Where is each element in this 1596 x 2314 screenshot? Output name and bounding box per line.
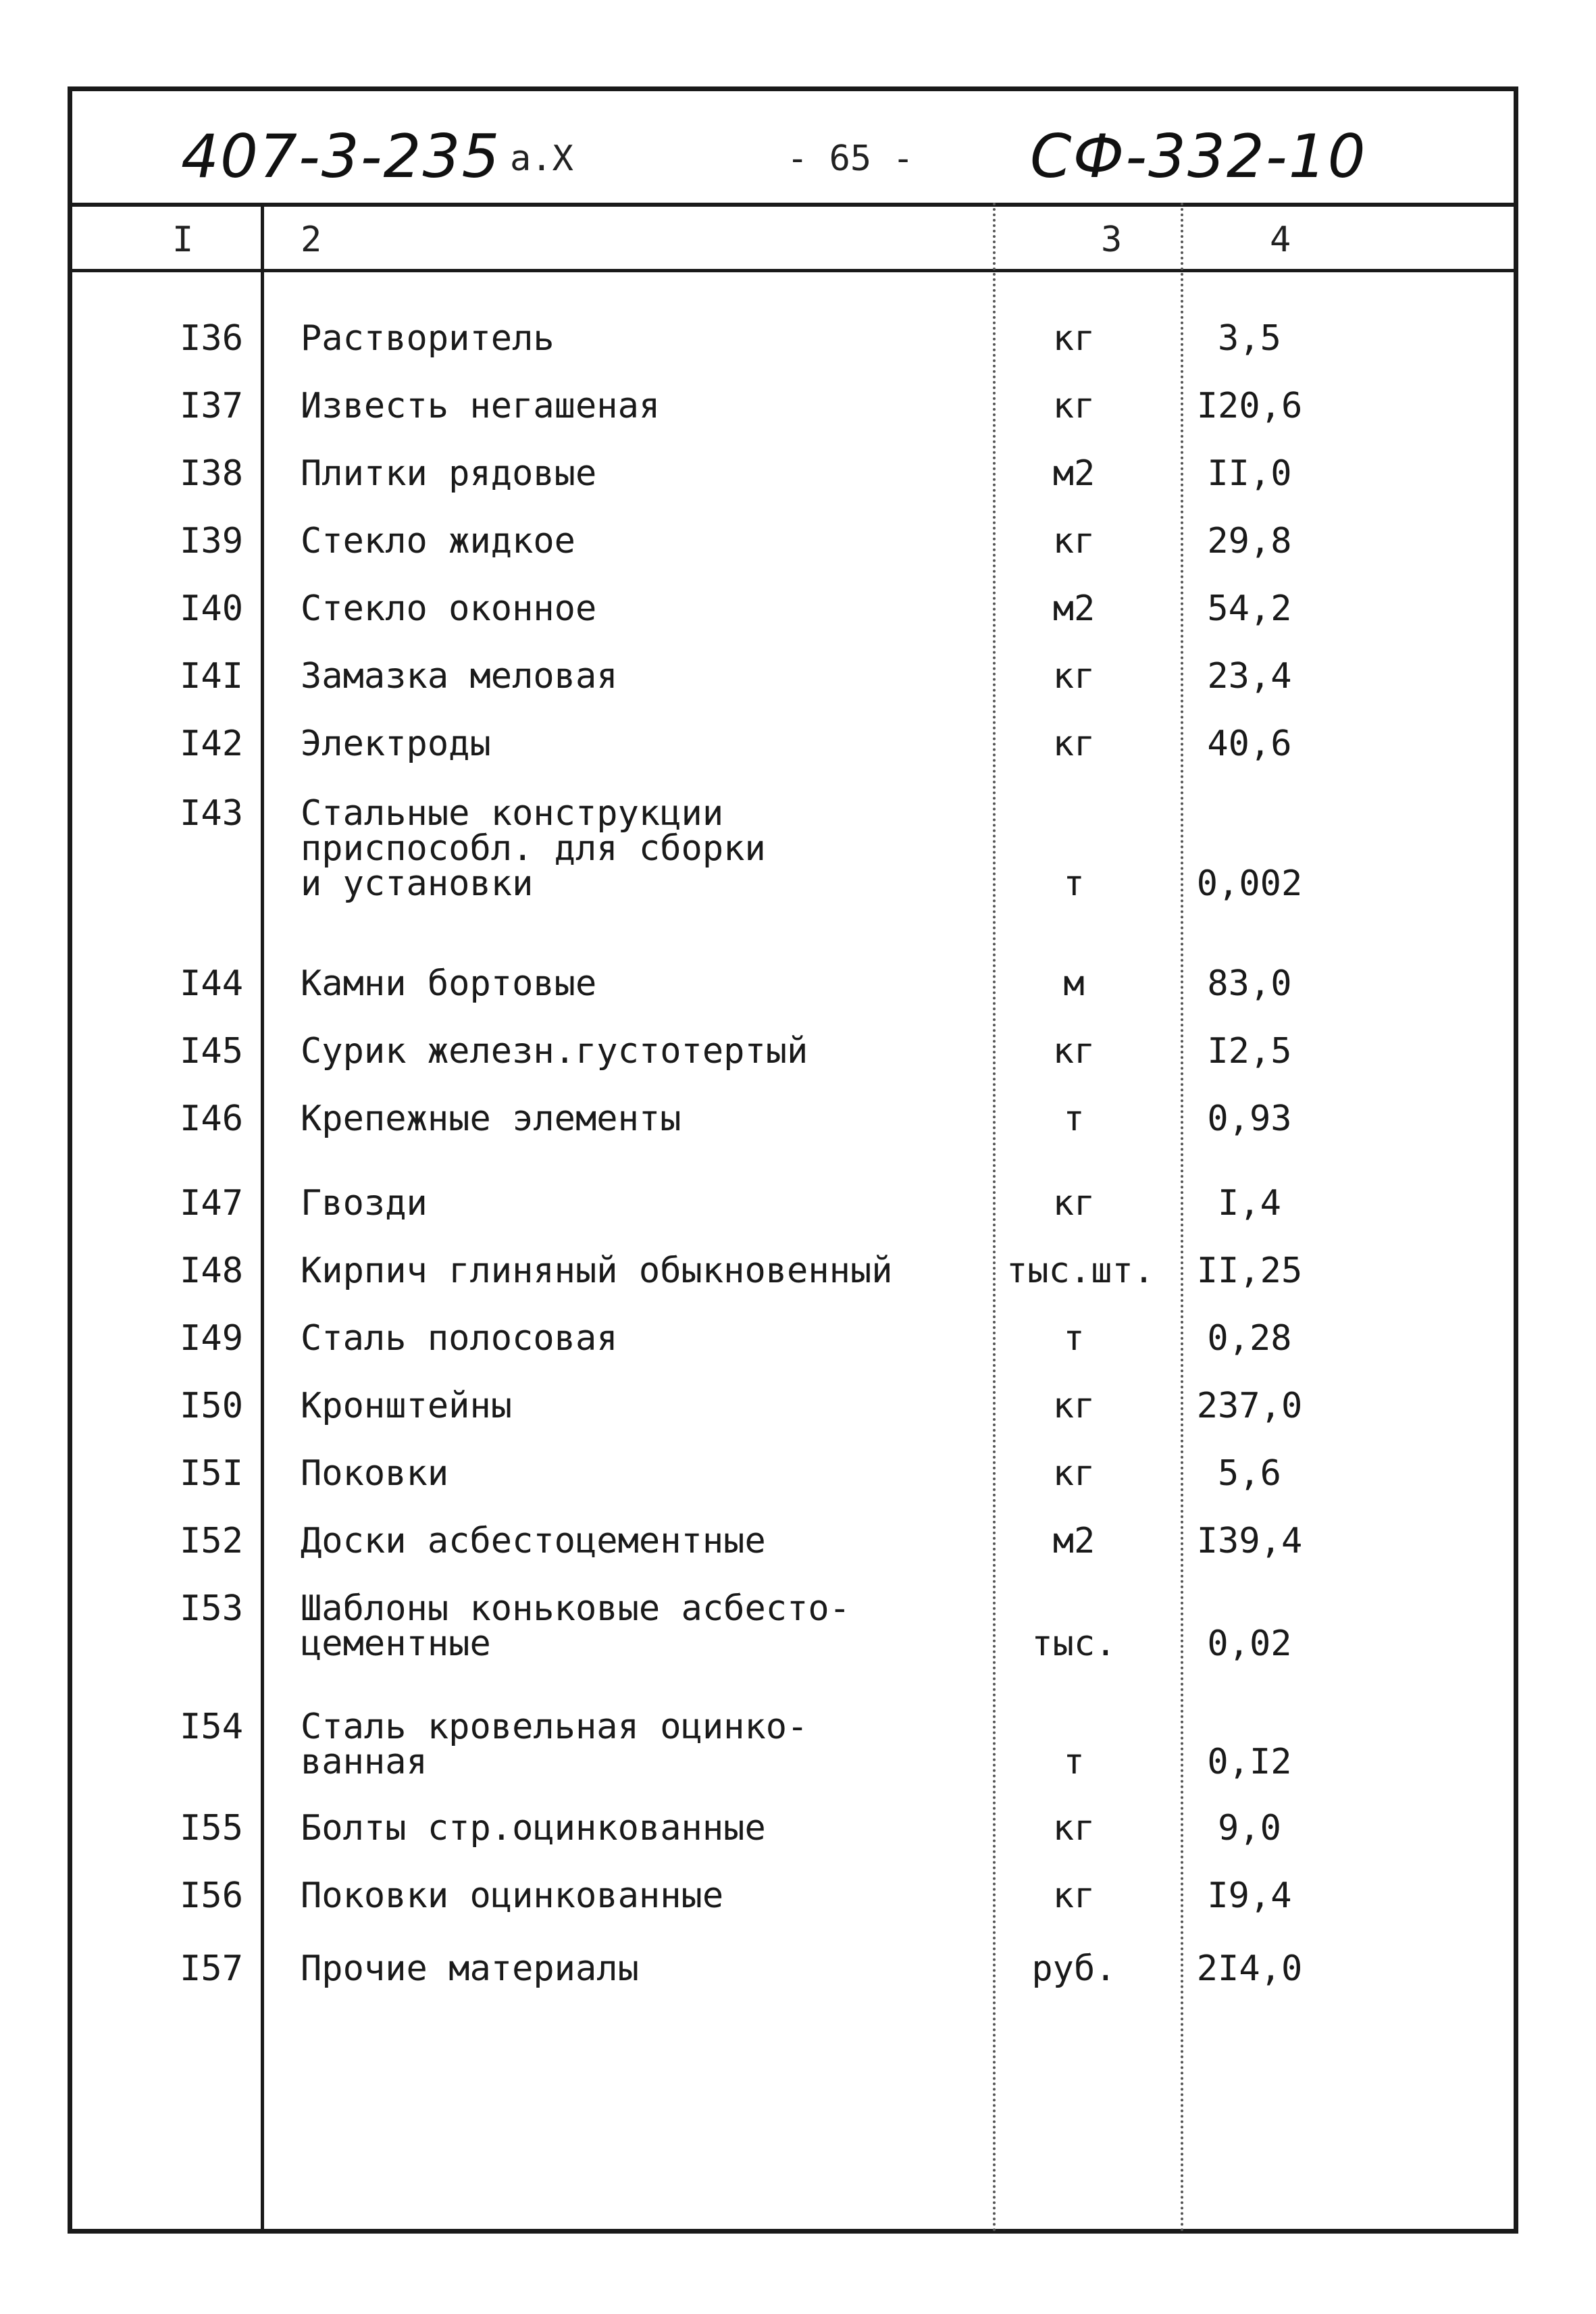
row-name: Гвозди [301,1183,428,1224]
row-number: I57 [180,1948,243,1989]
row-qty: 9,0 [1218,1808,1281,1848]
row-unit: м2 [1052,588,1096,629]
row-unit: т [1063,1318,1085,1359]
row-unit: руб. [1031,1948,1116,1989]
row-unit: т [1063,1742,1085,1782]
row-number: I56 [180,1876,243,1916]
row-number: I47 [180,1183,243,1224]
row-qty: I2,5 [1207,1031,1292,1072]
row-name: Сталь полосовая [301,1318,618,1359]
row-name: Электроды [301,724,491,764]
row-unit: кг [1052,521,1096,561]
row-number: I48 [180,1251,243,1291]
row-name: Шаблоны коньковые асбесто- цементные [301,1588,850,1664]
row-number: I44 [180,963,243,1004]
row-unit: м [1063,963,1085,1004]
row-name: Плитки рядовые [301,453,597,494]
row-name: Крепежные элементы [301,1099,681,1139]
row-number: I52 [180,1521,243,1561]
row-number: I4I [180,656,243,697]
row-name: Стекло жидкое [301,521,575,561]
col-head-4: 4 [1270,220,1291,260]
row-unit: тыс. [1031,1624,1116,1664]
row-unit: кг [1052,1453,1096,1494]
row-qty: I9,4 [1207,1876,1292,1916]
header-divider [68,203,1518,207]
row-name: Стекло оконное [301,588,597,629]
row-number: I46 [180,1099,243,1139]
row-number: I54 [180,1707,243,1747]
row-qty: 0,I2 [1207,1742,1292,1782]
row-name: Растворитель [301,318,555,359]
row-qty: 237,0 [1196,1386,1303,1426]
row-qty: I20,6 [1196,386,1303,426]
row-name: Сталь кровельная оцинко- ванная [301,1707,808,1782]
row-qty: 0,93 [1207,1099,1292,1139]
row-number: I40 [180,588,243,629]
row-name: Кирпич глиняный обыкновенный [301,1251,893,1291]
row-qty: 0,002 [1196,863,1303,904]
row-qty: 23,4 [1207,656,1292,697]
row-unit: тыс.шт. [1006,1251,1155,1291]
row-qty: 0,02 [1207,1624,1292,1664]
row-name: Кронштейны [301,1386,513,1426]
row-number: I37 [180,386,243,426]
row-number: I50 [180,1386,243,1426]
col-divider-2 [993,203,996,2234]
row-name: Поковки [301,1453,449,1494]
row-unit: кг [1052,1386,1096,1426]
row-qty: I39,4 [1196,1521,1303,1561]
row-qty: 5,6 [1218,1453,1281,1494]
row-qty: II,0 [1207,453,1292,494]
sheet-code: СФ-332-10 [1030,122,1367,191]
row-unit: т [1063,863,1085,904]
row-name: Известь негашеная [301,386,661,426]
row-unit: кг [1052,1183,1096,1224]
row-number: I36 [180,318,243,359]
row-unit: кг [1052,1031,1096,1072]
row-name: Прочие материалы [301,1948,639,1989]
row-unit: т [1063,1099,1085,1139]
row-qty: 2I4,0 [1196,1948,1303,1989]
column-header-divider [68,269,1518,272]
row-unit: м2 [1052,1521,1096,1561]
row-qty: II,25 [1196,1251,1303,1291]
row-qty: 29,8 [1207,521,1292,561]
row-unit: кг [1052,386,1096,426]
album-label: а.X [510,139,573,179]
row-qty: 54,2 [1207,588,1292,629]
row-name: Камни бортовые [301,963,597,1004]
row-unit: кг [1052,1808,1096,1848]
row-number: I5I [180,1453,243,1494]
row-name: Замазка меловая [301,656,618,697]
row-qty: 83,0 [1207,963,1292,1004]
row-number: I42 [180,724,243,764]
row-number: I43 [180,793,243,834]
row-number: I53 [180,1588,243,1629]
row-qty: 40,6 [1207,724,1292,764]
row-unit: кг [1052,656,1096,697]
row-name: Поковки оцинкованные [301,1876,724,1916]
row-name: Болты стр.оцинкованные [301,1808,766,1848]
row-number: I49 [180,1318,243,1359]
row-qty: 0,28 [1207,1318,1292,1359]
row-unit: кг [1052,1876,1096,1916]
row-number: I45 [180,1031,243,1072]
row-unit: кг [1052,724,1096,764]
row-name: Стальные конструкции приспособл. для сборки и установки [301,793,766,904]
row-unit: м2 [1052,453,1096,494]
row-number: I38 [180,453,243,494]
col-head-3: 3 [1101,220,1123,260]
row-number: I55 [180,1808,243,1848]
row-qty: 3,5 [1218,318,1281,359]
row-name: Сурик железн.густотертый [301,1031,808,1072]
col-head-2: 2 [301,220,322,260]
row-name: Доски асбестоцементные [301,1521,766,1561]
col-head-1: I [172,220,194,260]
doc-code: 407-3-235 [181,122,501,191]
row-qty: I,4 [1218,1183,1281,1224]
page-number: - 65 - [787,139,914,179]
row-unit: кг [1052,318,1096,359]
col-divider-1 [261,203,264,2234]
row-number: I39 [180,521,243,561]
